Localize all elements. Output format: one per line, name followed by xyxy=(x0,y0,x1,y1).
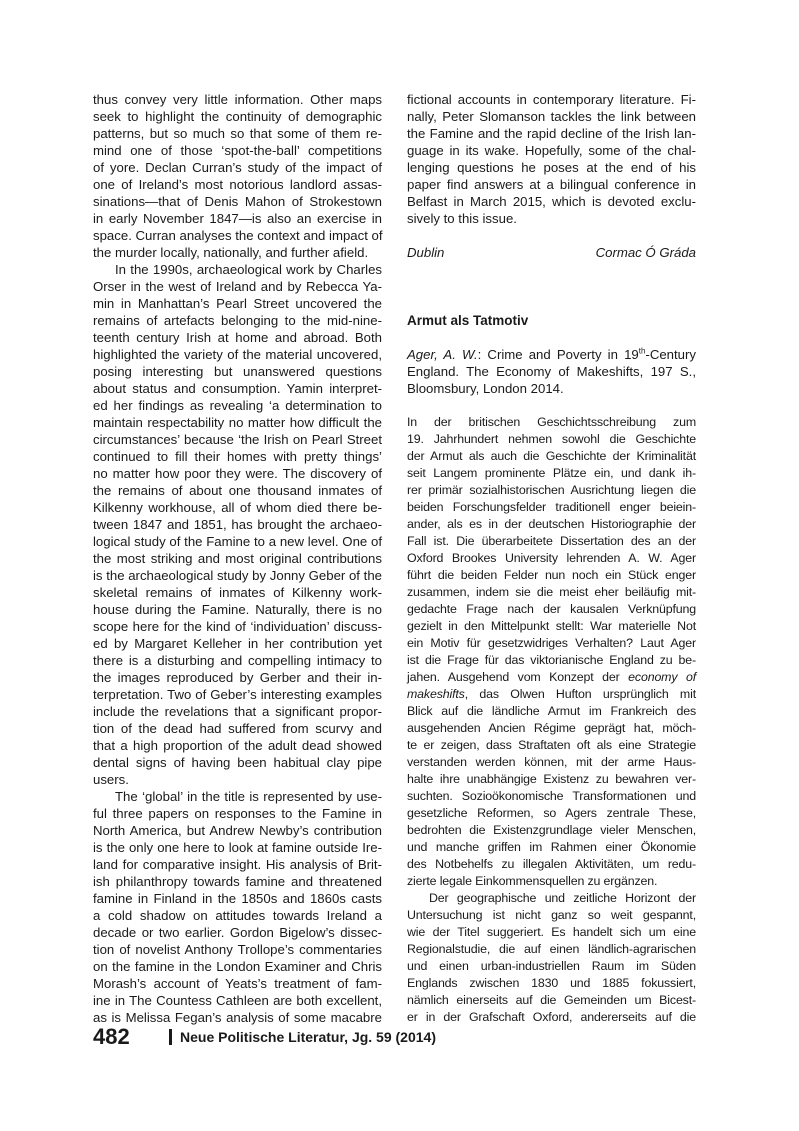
text-line: In the 1990s, archaeological work by Charles xyxy=(115,262,382,277)
text-line: circumstances’ because ‘the Irish on Pearl Street xyxy=(93,432,382,447)
text-line: that a high proportion of the adult dead showed xyxy=(93,738,382,753)
footer-divider xyxy=(169,1029,172,1045)
text-line: führt die beiden Felder nun noch ein Stück enger xyxy=(407,568,696,582)
text-line: remains of artefacts belonging to the mid-nine- xyxy=(93,313,382,328)
text-line: Morash’s account of Yeats’s treatment of fam- xyxy=(93,976,382,991)
text-line: fictional accounts in contemporary literature. Fi- xyxy=(407,92,696,107)
text-line: is the archaeological study by Jonny Geber of the xyxy=(93,568,382,583)
text-line: ausgehenden Ancien Régime geprägt hat, möch- xyxy=(407,721,696,735)
text-line: und manche griffen im Rahmen einer Ökonomie xyxy=(407,840,696,854)
text-line: scope here for the kind of ‘individuation’ discuss- xyxy=(93,619,382,634)
text-line: ful three papers on responses to the Famine in xyxy=(93,806,382,821)
book-reference: Ager, A. W.: Crime and Poverty in 19th-Century England. The Economy of Makeshifts, 197 S., Bloomsbury, London 2014. xyxy=(407,346,696,396)
paragraph xyxy=(93,261,382,788)
text-line: zusammen, indem sie die meist eher beiläufig mit- xyxy=(407,585,696,599)
text-line: und einen urban-industriellen Raum im Süden xyxy=(407,959,696,973)
page-footer xyxy=(93,1024,436,1050)
text-line: space. Curran analyses the context and impact of xyxy=(93,228,383,243)
text-line: Blick auf die ländliche Armut im Frankreich des xyxy=(407,704,696,718)
text-line: Fall ist. Die überarbeitete Dissertation des an der xyxy=(407,534,696,548)
text-line: house during the Famine. Naturally, there is no xyxy=(93,602,382,617)
closing-paragraph xyxy=(407,91,696,227)
text-line: Orser in the west of Ireland and by Rebecca Ya- xyxy=(93,279,382,294)
signature-author: Cormac Ó Gráda xyxy=(595,245,696,260)
text-line: rer primär sozialhistorischen Ausrichtung liegen die xyxy=(407,483,696,497)
text-line: maintain respectability no matter how difficult the xyxy=(93,415,382,430)
text-line: in early November 1847—is also an exercise in xyxy=(93,211,382,226)
review-paragraph xyxy=(407,890,696,1026)
text-line: skeletal remains of inmates of Kilkenny work- xyxy=(93,585,382,600)
right-column xyxy=(407,91,696,1026)
text-line: dental signs of having been habitual clay pipe xyxy=(93,755,382,770)
text-line: seek to highlight the continuity of demographic xyxy=(93,109,382,124)
text-line: Kilkenny workhouse, all of whom died there be- xyxy=(93,500,382,515)
text-line: The ‘global’ in the title is represented by use- xyxy=(115,789,382,804)
text-line: Regionalstudie, die auf einen ländlich-agrarischen xyxy=(407,942,696,956)
text-line: suchten. Sozioökonomische Transformationen und xyxy=(407,789,696,803)
text-line: Oxford Brookes University lehrenden A. W. Ager xyxy=(407,551,696,565)
text-line: tween 1847 and 1851, has brought the archaeo- xyxy=(93,517,382,532)
journal-title: Neue Politische Literatur, Jg. 59 (2014) xyxy=(180,1029,436,1045)
text-line: ander, als es in der deutschen Historiographie der xyxy=(407,517,696,531)
text-line: about status and consumption. Yamin interpret- xyxy=(93,381,382,396)
reference-line: Bloomsbury, London 2014. xyxy=(407,381,564,396)
text-line: gesetzliche Reformen, so Agers zentrale These, xyxy=(407,806,696,820)
text-line: sively to this issue. xyxy=(407,211,517,226)
reference-line: England. The Economy of Makeshifts, 197 S., xyxy=(407,364,696,379)
text-line: wie der Titel suggeriert. Es handelt sich um eine xyxy=(407,925,696,939)
text-line: sinations—that of Denis Mahon of Strokestown xyxy=(93,194,382,209)
text-line: ed by Margaret Kelleher in her contribution yet xyxy=(93,636,382,651)
text-line: der Armut als auch die Geschichte der Kriminalität xyxy=(407,449,696,463)
text-line: mind one of those ‘spot-the-ball’ competitions xyxy=(93,143,382,158)
text-line: Untersuchung ist nicht ganz so weit gespannt, xyxy=(407,908,696,922)
text-line: a cold shadow on attitudes towards Ireland a xyxy=(93,908,382,923)
text-line: include the revelations that a significant propor- xyxy=(93,704,382,719)
left-column xyxy=(93,91,382,1026)
text-line: the most striking and most original contributions xyxy=(93,551,382,566)
text-line: ine in The Countess Cathleen are both excellent, xyxy=(93,993,382,1008)
text-line: 19. Jahrhundert nehmen sowohl die Geschichte xyxy=(407,432,696,446)
text-line: min in Manhattan’s Pearl Street uncovered the xyxy=(93,296,382,311)
text-line: terpretation. Two of Geber’s interesting examples xyxy=(93,687,382,702)
text-line: land for comparative insight. His analysis of Brit- xyxy=(93,857,382,872)
text-line: beiden Forschungsfelder traditionell enger beiein- xyxy=(407,500,696,514)
text-line: jahen. Ausgehend vom Konzept der economy of xyxy=(407,670,696,684)
text-line: there is a disturbing and compelling intimacy to xyxy=(93,653,382,668)
text-line: tion of the dead had suffered from scurvy and xyxy=(93,721,382,736)
text-line: tion of novelist Anthony Trollope’s commentaries xyxy=(93,942,382,957)
text-line: ed her findings as revealing ‘a determination to xyxy=(93,398,382,413)
text-line: one of Ireland’s most notorious landlord assas- xyxy=(93,177,382,192)
text-line: gezielt in den Mittelpunkt stellt: War materielle Not xyxy=(407,619,696,633)
text-line: gedachte Frage nach der kausalen Verknüpfung xyxy=(407,602,696,616)
text-line: ist die Frage für das viktorianische England zu be- xyxy=(407,653,696,667)
text-line: posing interesting but unanswered questions xyxy=(93,364,382,379)
text-line: verstanden werden können, mit der arme Haus- xyxy=(407,755,696,769)
text-line: on the famine in the London Examiner and Chris xyxy=(93,959,382,974)
review-heading: Armut als Tatmotiv xyxy=(407,313,529,328)
text-line: bedrohten die Existenzgrundlage vieler Menschen, xyxy=(407,823,696,837)
text-line: the Famine and the rapid decline of the Irish lan- xyxy=(407,126,696,141)
paragraph xyxy=(93,788,382,1026)
text-line: logical study of the Famine to a new level. One of xyxy=(93,534,382,549)
text-line: nämlich einerseits auf die Gemeinden um Bicest- xyxy=(407,993,696,1007)
text-line: is the only one here to look at famine outside Ire- xyxy=(93,840,382,855)
text-line: zierte legale Einkommensquellen zu ergänzen. xyxy=(407,874,658,888)
review-signature xyxy=(407,244,696,261)
text-line: ein Motiv für gesetzwidriges Verhalten? Laut Ager xyxy=(407,636,696,650)
signature-place: Dublin xyxy=(407,245,445,260)
text-line: as is Melissa Fegan’s analysis of some macabre xyxy=(93,1010,382,1025)
text-line: In der britischen Geschichtsschreibung zum xyxy=(407,415,696,429)
text-line: the murder locally, nationally, and further afield. xyxy=(93,245,369,260)
text-line: ish philanthropy towards famine and threatened xyxy=(93,874,382,889)
text-line: patterns, but so much so that some of them re- xyxy=(93,126,382,141)
text-line: users. xyxy=(93,772,129,787)
text-line: of yore. Declan Curran’s study of the impact of xyxy=(93,160,382,175)
text-line: thus convey very little information. Other maps xyxy=(93,92,382,107)
text-line: halte ihre unabhängige Existenz zu bewahren ver- xyxy=(407,772,696,786)
text-line: paper find answers at a bilingual conference in xyxy=(407,177,696,192)
text-line: the remains of about one thousand inmates of xyxy=(93,483,382,498)
review-paragraph xyxy=(407,414,696,890)
paragraph xyxy=(93,91,382,261)
text-line: the images reproduced by Gerber and their in- xyxy=(93,670,382,685)
text-line: Englands zwischen 1830 und 1885 fokussiert, xyxy=(407,976,696,990)
text-line: teenth century Irish at home and abroad. Both xyxy=(93,330,382,345)
text-line: continued to fill their homes with pretty things’ xyxy=(93,449,382,464)
text-line: Belfast in March 2015, which is devoted exclu- xyxy=(407,194,696,209)
text-line: des Notbehelfs zu illegalen Aktivitäten, um redu- xyxy=(407,857,696,871)
text-line: highlighted the variety of the material uncovered, xyxy=(93,347,382,362)
text-line: famine in Finland in the 1850s and 1860s casts xyxy=(93,891,382,906)
text-line: makeshifts, das Olwen Hufton ursprünglich mit xyxy=(407,687,696,701)
page-number: 482 xyxy=(93,1024,130,1049)
text-line: seit Langem prominente Plätze ein, und dank ih- xyxy=(407,466,696,480)
text-line: guage in its wake. Hopefully, some of the chal- xyxy=(407,143,696,158)
reference-author: Ager, A. W. xyxy=(407,347,478,362)
text-line: decade or two earlier. Gordon Bigelow’s dissec- xyxy=(93,925,382,940)
text-line: Der geographische und zeitliche Horizont der xyxy=(429,891,696,905)
text-line: lenging questions he poses at the end of his xyxy=(407,160,696,175)
text-line: North America, but Andrew Newby’s contribution xyxy=(93,823,382,838)
text-line: nally, Peter Slomanson tackles the link between xyxy=(407,109,696,124)
text-line: er in der Grafschaft Oxford, andererseits auf die xyxy=(407,1010,696,1024)
text-line: te er zeigen, dass Straftaten oft als eine Strategie xyxy=(407,738,696,752)
text-line: no matter how poor they were. The discovery of xyxy=(93,466,382,481)
